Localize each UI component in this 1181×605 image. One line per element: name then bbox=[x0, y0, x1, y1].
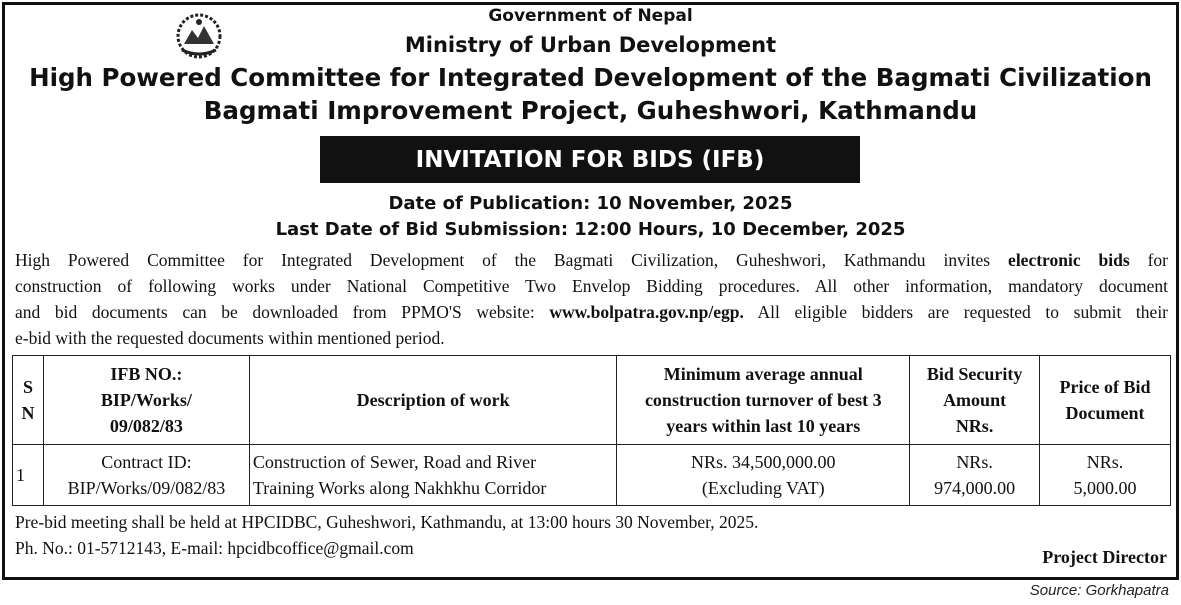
website-link[interactable]: www.bolpatra.gov.np/egp. bbox=[549, 302, 744, 322]
government-title: Government of Nepal bbox=[488, 6, 693, 26]
source-credit: Source: Gorkhapatra bbox=[1029, 582, 1169, 599]
ifb-banner: INVITATION FOR BIDS (IFB) bbox=[320, 136, 860, 183]
paragraph-text: construction of following works under National Competitive Two Envelop Bidding procedures. All other information, mandatory document bbox=[15, 276, 1168, 296]
paragraph-text: for bbox=[1129, 250, 1168, 270]
paragraph-text: e-bid with the requested documents within mentioned period. bbox=[15, 328, 445, 348]
paragraph-text: and bid documents can be downloaded from PPMO'S website: bbox=[15, 302, 550, 322]
prebid-note: Pre-bid meeting shall be held at HPCIDBC, Guheshwori, Kathmandu, at 13:00 hours 30 November, 2025. bbox=[15, 512, 759, 532]
contact-info: Ph. No.: 01-5712143, E-mail: hpcidbcoffice@gmail.com bbox=[15, 538, 414, 558]
column-header: Bid Security Amount NRs. bbox=[910, 356, 1040, 445]
bid-table bbox=[12, 355, 1171, 506]
signatory: Project Director bbox=[1042, 547, 1167, 567]
paragraph-bold: electronic bids bbox=[1008, 250, 1130, 270]
table-cell: Construction of Sewer, Road and River Training Works along Nakhkhu Corridor bbox=[249, 445, 617, 506]
column-header: Minimum average annual construction turnover of best 3 years within last 10 years bbox=[617, 356, 910, 445]
column-header: IFB NO.: BIP/Works/ 09/082/83 bbox=[43, 356, 249, 445]
paragraph-text: All eligible bidders are requested to submit their bbox=[743, 302, 1169, 322]
table-cell: NRs. 34,500,000.00 (Excluding VAT) bbox=[617, 445, 910, 506]
table-cell: Contract ID: BIP/Works/09/082/83 bbox=[43, 445, 249, 506]
project-title: Bagmati Improvement Project, Guheshwori, Kathmandu bbox=[203, 96, 978, 125]
invitation-paragraph bbox=[15, 247, 1168, 351]
table-header-row bbox=[13, 356, 1171, 445]
paragraph-text: High Powered Committee for Integrated Development of the Bagmati Civilization, Guheshwori, Kathmandu invites bbox=[15, 250, 1009, 270]
table-cell: NRs. 974,000.00 bbox=[910, 445, 1040, 506]
submission-deadline: Last Date of Bid Submission: 12:00 Hours, 10 December, 2025 bbox=[275, 219, 906, 240]
committee-title: High Powered Committee for Integrated Development of the Bagmati Civilization bbox=[29, 63, 1152, 92]
table-cell: 1 bbox=[13, 445, 44, 506]
table-cell: NRs. 5,000.00 bbox=[1040, 445, 1171, 506]
ministry-title: Ministry of Urban Development bbox=[404, 33, 777, 57]
table-row bbox=[13, 445, 1171, 506]
publication-date: Date of Publication: 10 November, 2025 bbox=[388, 193, 793, 214]
column-header: Description of work bbox=[249, 356, 617, 445]
column-header: S N bbox=[13, 356, 44, 445]
column-header: Price of Bid Document bbox=[1040, 356, 1171, 445]
